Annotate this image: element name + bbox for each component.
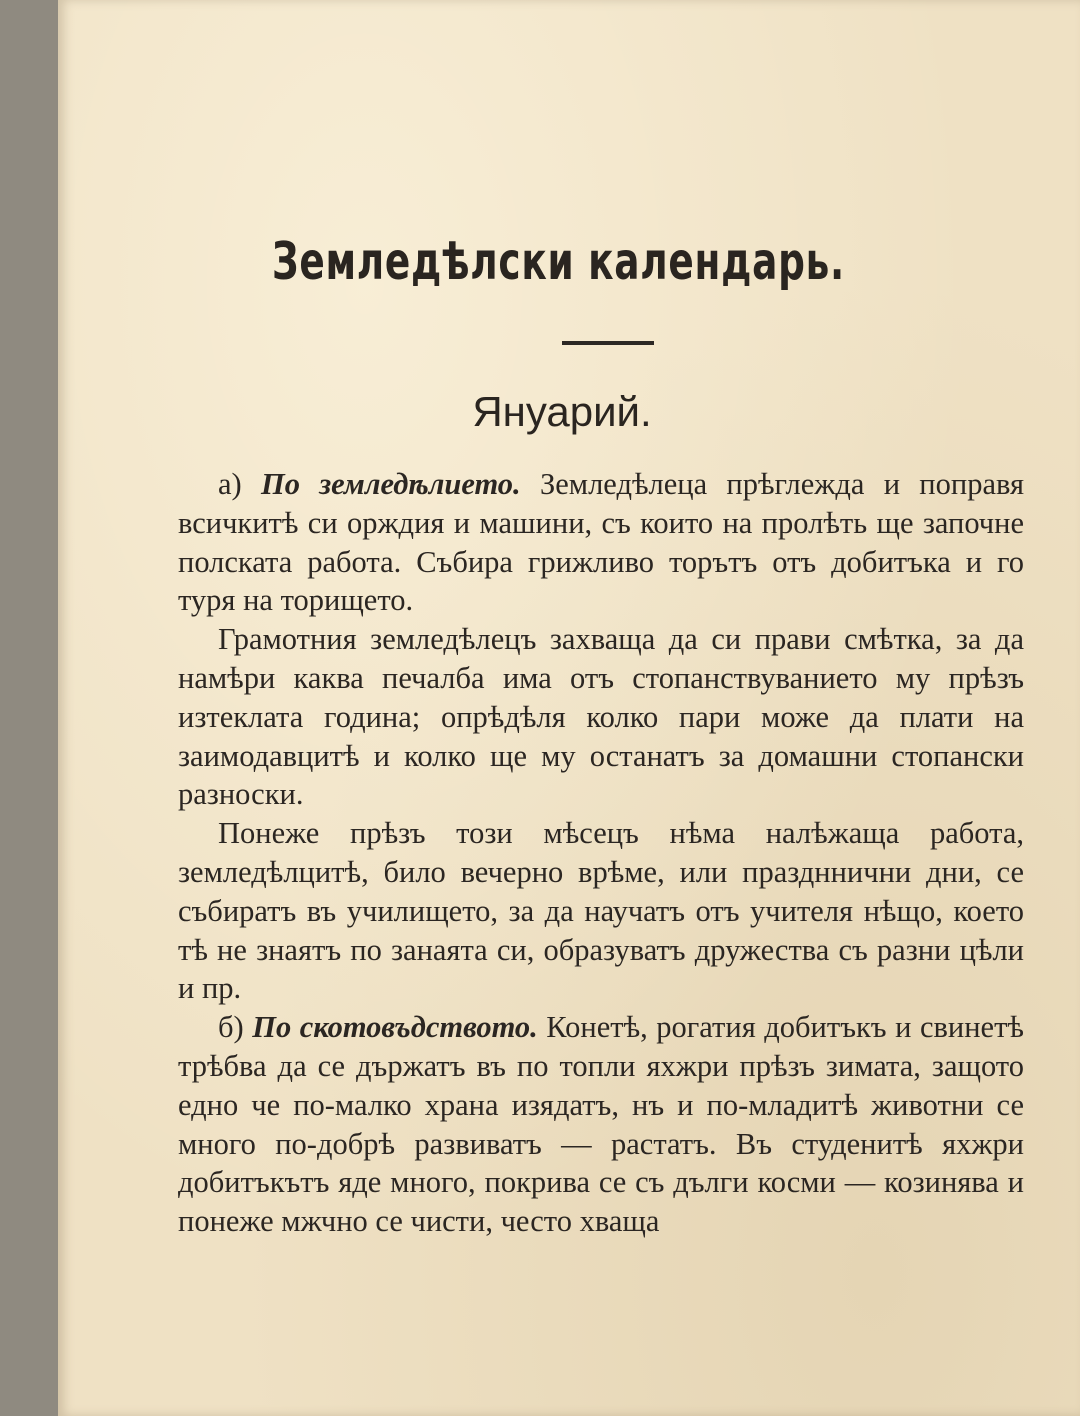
section-heading-livestock: По скотовъдството. — [252, 1010, 538, 1045]
section-marker-a: а) — [218, 467, 242, 501]
paragraph-livestock — [178, 1008, 1024, 1241]
paragraph-agriculture — [178, 465, 1024, 620]
page-title: Земледѣлски календарь. — [272, 232, 845, 292]
paragraph-text: Земледѣлеца прѣглежда и поправя всичкитѣ си орждия и машини, съ които на пролѣть ще започне полската работа. Събира грижливо торътъ отъ добитъка и го туря на торището. — [178, 467, 1025, 618]
paragraph-accounts: Грамотния земледѣлецъ захваща да си прави смѣтка, за да намѣри каква печалба има отъ стопанствуванието му прѣзъ изтеклата година; опрѣдѣля колко пари може да плати на заимодавцитѣ и колко ще му останатъ за домашни стопански разноски. — [178, 622, 1024, 812]
section-heading-agriculture: По земледѣлието. — [261, 467, 521, 501]
section-marker-b: б) — [218, 1010, 244, 1045]
title-divider — [562, 341, 654, 345]
paragraph-winter-gatherings: Понеже прѣзъ този мѣсецъ нѣма налѣжаща работа, земледѣлцитѣ, било вечерно врѣме, или праздннични дни, се събиратъ въ училището, за да научатъ отъ учителя нѣщо, което тѣ не знаятъ по занаята си, образуватъ дружества съ разни цѣли и пр. — [178, 816, 1024, 1006]
body-text — [178, 465, 1024, 1241]
month-heading: Януарий. — [472, 388, 652, 435]
paragraph-text: Конетѣ, рогатия добитъкъ и свинетѣ трѣбва да се държатъ въ по топли яхжри прѣзъ зимата, защото едно че по-малко храна изядатъ, нъ и по-младитѣ животни се много по-добрѣ развиватъ — растатъ. Въ студенитѣ яхжри добитъкътъ яде много, покрива се съ дълги косми — козинява и понеже мжчно се чисти, често хваща — [178, 1010, 1024, 1239]
